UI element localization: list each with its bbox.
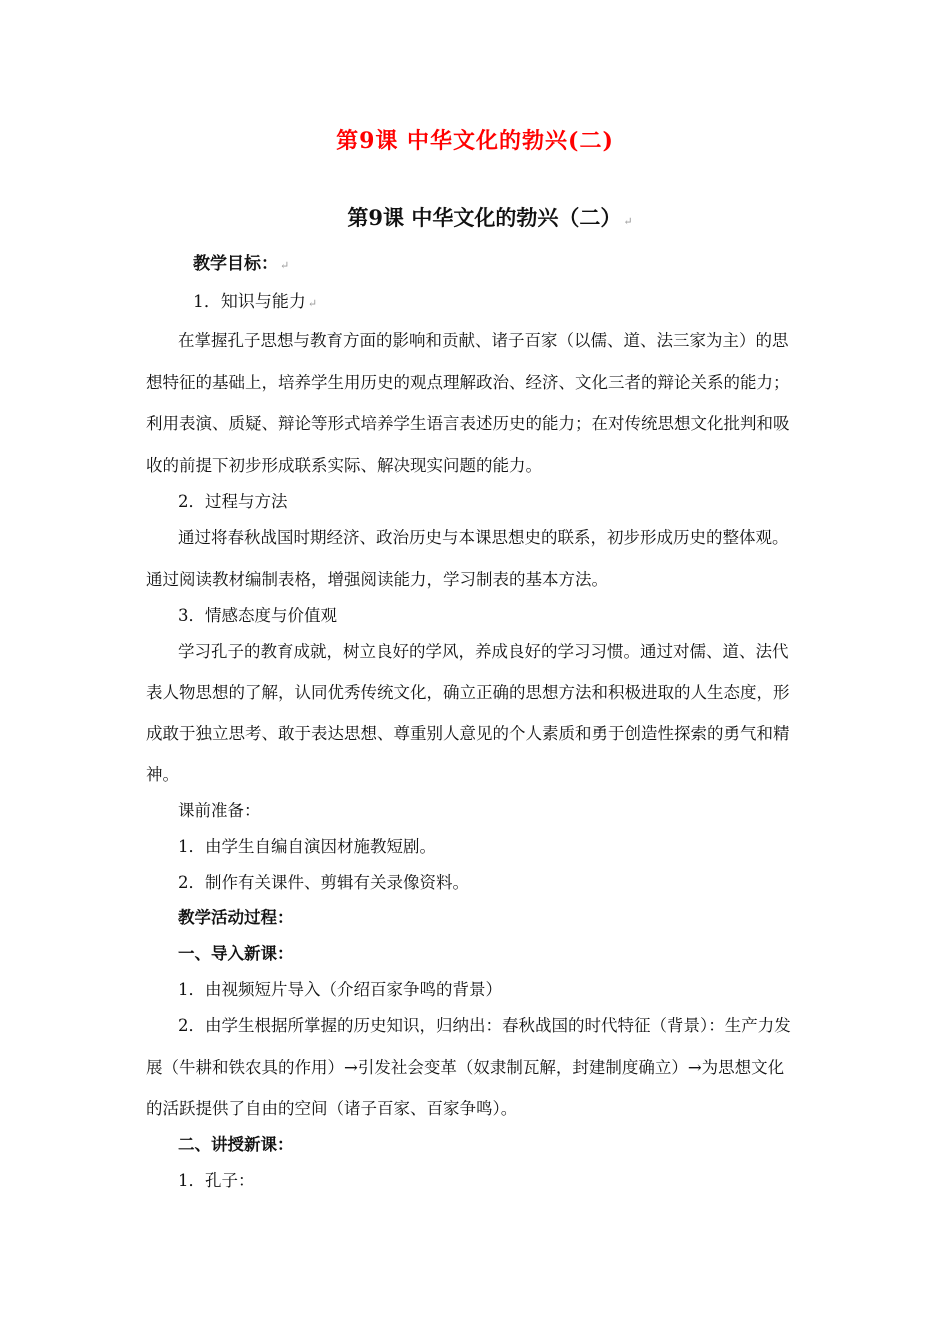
list-item: 1．由学生自编自演因材施教短剧。 [178,837,436,856]
paragraph-line: 成敢于独立思考、敢于表达思想、尊重别人意见的个人素质和勇于创造性探索的勇气和精 [146,724,790,743]
paragraph-line: 展（牛耕和铁农具的作用）→引发社会变革（奴隶制瓦解，封建制度确立）→为思想文化 [146,1058,785,1077]
paragraph-line: 在掌握孔子思想与教育方面的影响和贡献、诸子百家（以儒、道、法三家为主）的思 [178,331,789,350]
paragraph-line: 想特征的基础上，培养学生用历史的观点理解政治、经济、文化三者的辩论关系的能力； [146,373,790,392]
paragraph-line: 学习孔子的教育成就，树立良好的学风，养成良好的学习习惯。通过对儒、道、法代 [178,642,789,661]
paragraph-line: 的活跃提供了自由的空间（诸子百家、百家争鸣）。 [146,1099,518,1118]
paragraph-line: 2．由学生根据所掌握的历史知识，归纳出：春秋战国的时代特征（背景）：生产力发 [178,1016,791,1035]
list-item: 1．由视频短片导入（介绍百家争鸣的背景） [178,980,502,999]
process-heading: 教学活动过程： [178,908,294,927]
objectives-heading [193,249,289,274]
section-1-heading: 一、导入新课： [178,944,294,963]
paragraph-mark-icon: ↵ [307,297,318,310]
list-item: 2．制作有关课件、剪辑有关录像资料。 [178,873,469,892]
objective-1-heading-text: 1．知识与能力 [193,292,306,312]
red-title: 第9课 中华文化的勃兴(二) [336,128,614,154]
page-title [0,202,950,232]
paragraph-line: 利用表演、质疑、辩论等形式培养学生语言表述历史的能力；在对传统思想文化批判和吸 [146,414,790,433]
paragraph-line: 收的前提下初步形成联系实际、解决现实问题的能力。 [146,456,542,475]
preparation-heading: 课前准备： [178,801,261,820]
objective-1-heading [193,287,317,312]
objective-3-heading: 3．情感态度与价值观 [178,606,337,625]
paragraph-line: 表人物思想的了解，认同优秀传统文化，确立正确的思想方法和积极进取的人生态度，形 [146,683,790,702]
objectives-heading-text: 教学目标： [193,254,278,274]
paragraph-mark-icon: ↵ [280,259,290,272]
section-2-heading: 二、讲授新课： [178,1135,294,1154]
paragraph-mark-icon: ↵ [623,215,633,228]
list-item: 1．孔子： [178,1171,255,1190]
page-title-text: 第9课 中华文化的勃兴（二） [347,205,622,230]
paragraph-line: 神。 [146,765,179,784]
objective-2-heading: 2．过程与方法 [178,492,288,511]
paragraph-line: 通过阅读教材编制表格，增强阅读能力，学习制表的基本方法。 [146,570,608,589]
paragraph-line: 通过将春秋战国时期经济、政治历史与本课思想史的联系，初步形成历史的整体观。 [178,528,789,547]
